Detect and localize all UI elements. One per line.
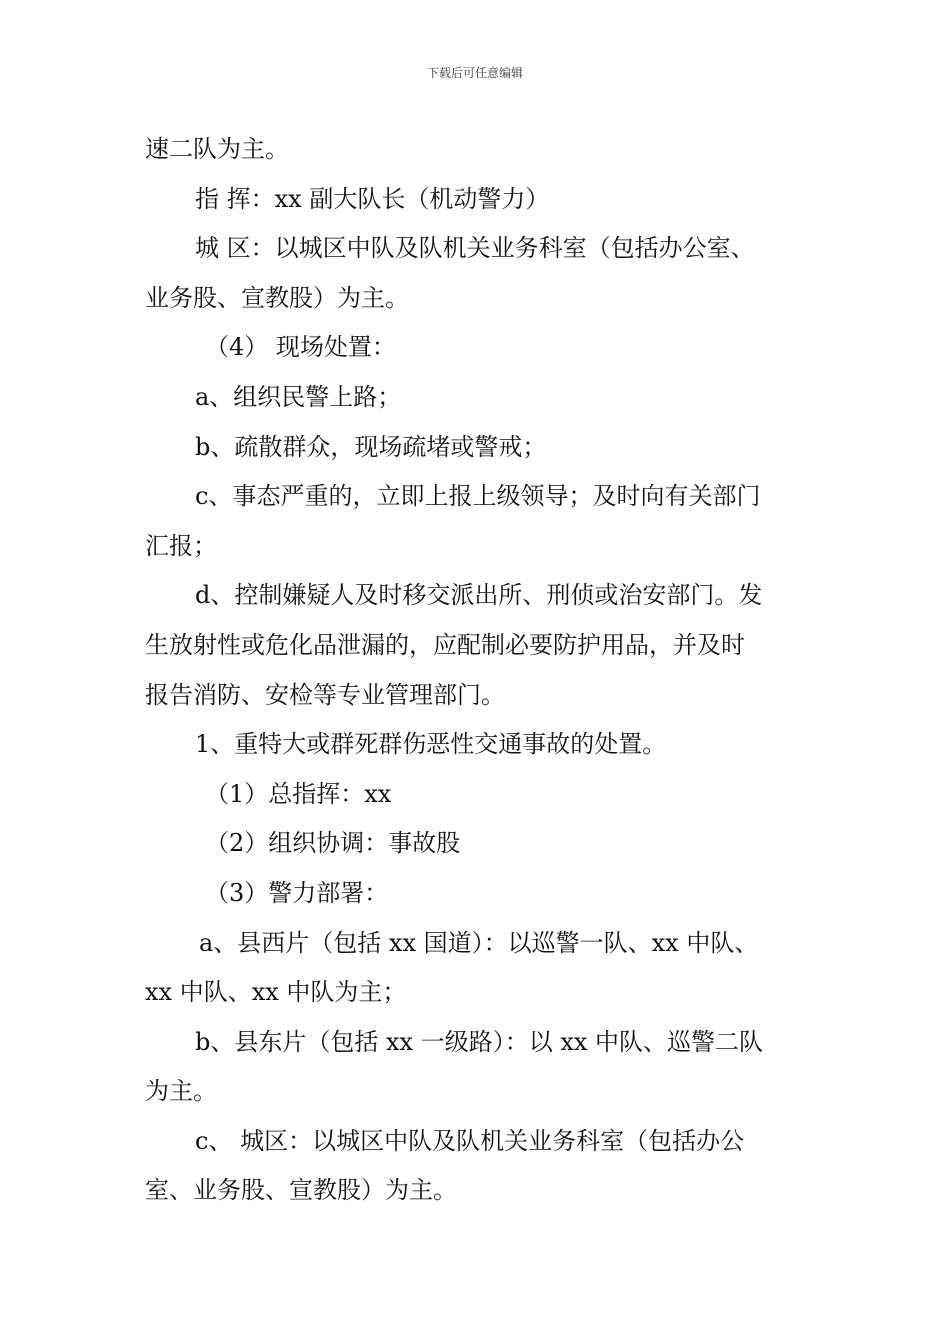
paragraph-line: 业务股、宣教股）为主。 xyxy=(145,283,409,312)
paragraph-line: xx 中队、xx 中队为主； xyxy=(145,978,407,1007)
paragraph-line: 报告消防、安检等专业管理部门。 xyxy=(145,680,505,709)
paragraph-line: b、疏散群众，现场疏堵或警戒； xyxy=(195,432,547,461)
paragraph-line: 汇报； xyxy=(145,531,217,560)
paragraph-line: a、组织民警上路； xyxy=(195,382,402,411)
paragraph-line: d、控制嫌疑人及时移交派出所、刑侦或治安部门。发 xyxy=(195,581,763,610)
paragraph-line: （4） 现场处置： xyxy=(205,333,396,362)
paragraph-line: b、县东片（包括 xx 一级路）：以 xx 中队、巡警二队 xyxy=(195,1027,764,1056)
paragraph-line: 指 挥：xx 副大队长（机动警力） xyxy=(195,184,550,213)
paragraph-line: （1）总指挥：xx xyxy=(205,779,392,808)
document-body xyxy=(145,125,825,1216)
paragraph-line: 城 区：以城区中队及队机关业务科室（包括办公室、 xyxy=(195,234,755,263)
paragraph-line: （3）警力部署： xyxy=(205,878,389,907)
paragraph-line: c、 城区：以城区中队及队机关业务科室（包括办公 xyxy=(195,1126,745,1155)
paragraph-line: 1、重特大或群死群伤恶性交通事故的处置。 xyxy=(195,730,667,759)
paragraph-line: 速二队为主。 xyxy=(145,135,289,163)
paragraph-line: 生放射性或危化品泄漏的，应配制必要防护用品，并及时 xyxy=(145,630,745,659)
paragraph-line: 室、业务股、宣教股）为主。 xyxy=(145,1176,457,1205)
page-header: 下载后可任意编辑 xyxy=(426,66,523,80)
paragraph-line: （2）组织协调：事故股 xyxy=(205,829,461,858)
paragraph-line: c、事态严重的，立即上报上级领导；及时向有关部门 xyxy=(195,482,761,511)
paragraph-line: 为主。 xyxy=(145,1077,217,1106)
paragraph-line: a、县西片（包括 xx 国道）：以巡警一队、xx 中队、 xyxy=(199,928,759,957)
